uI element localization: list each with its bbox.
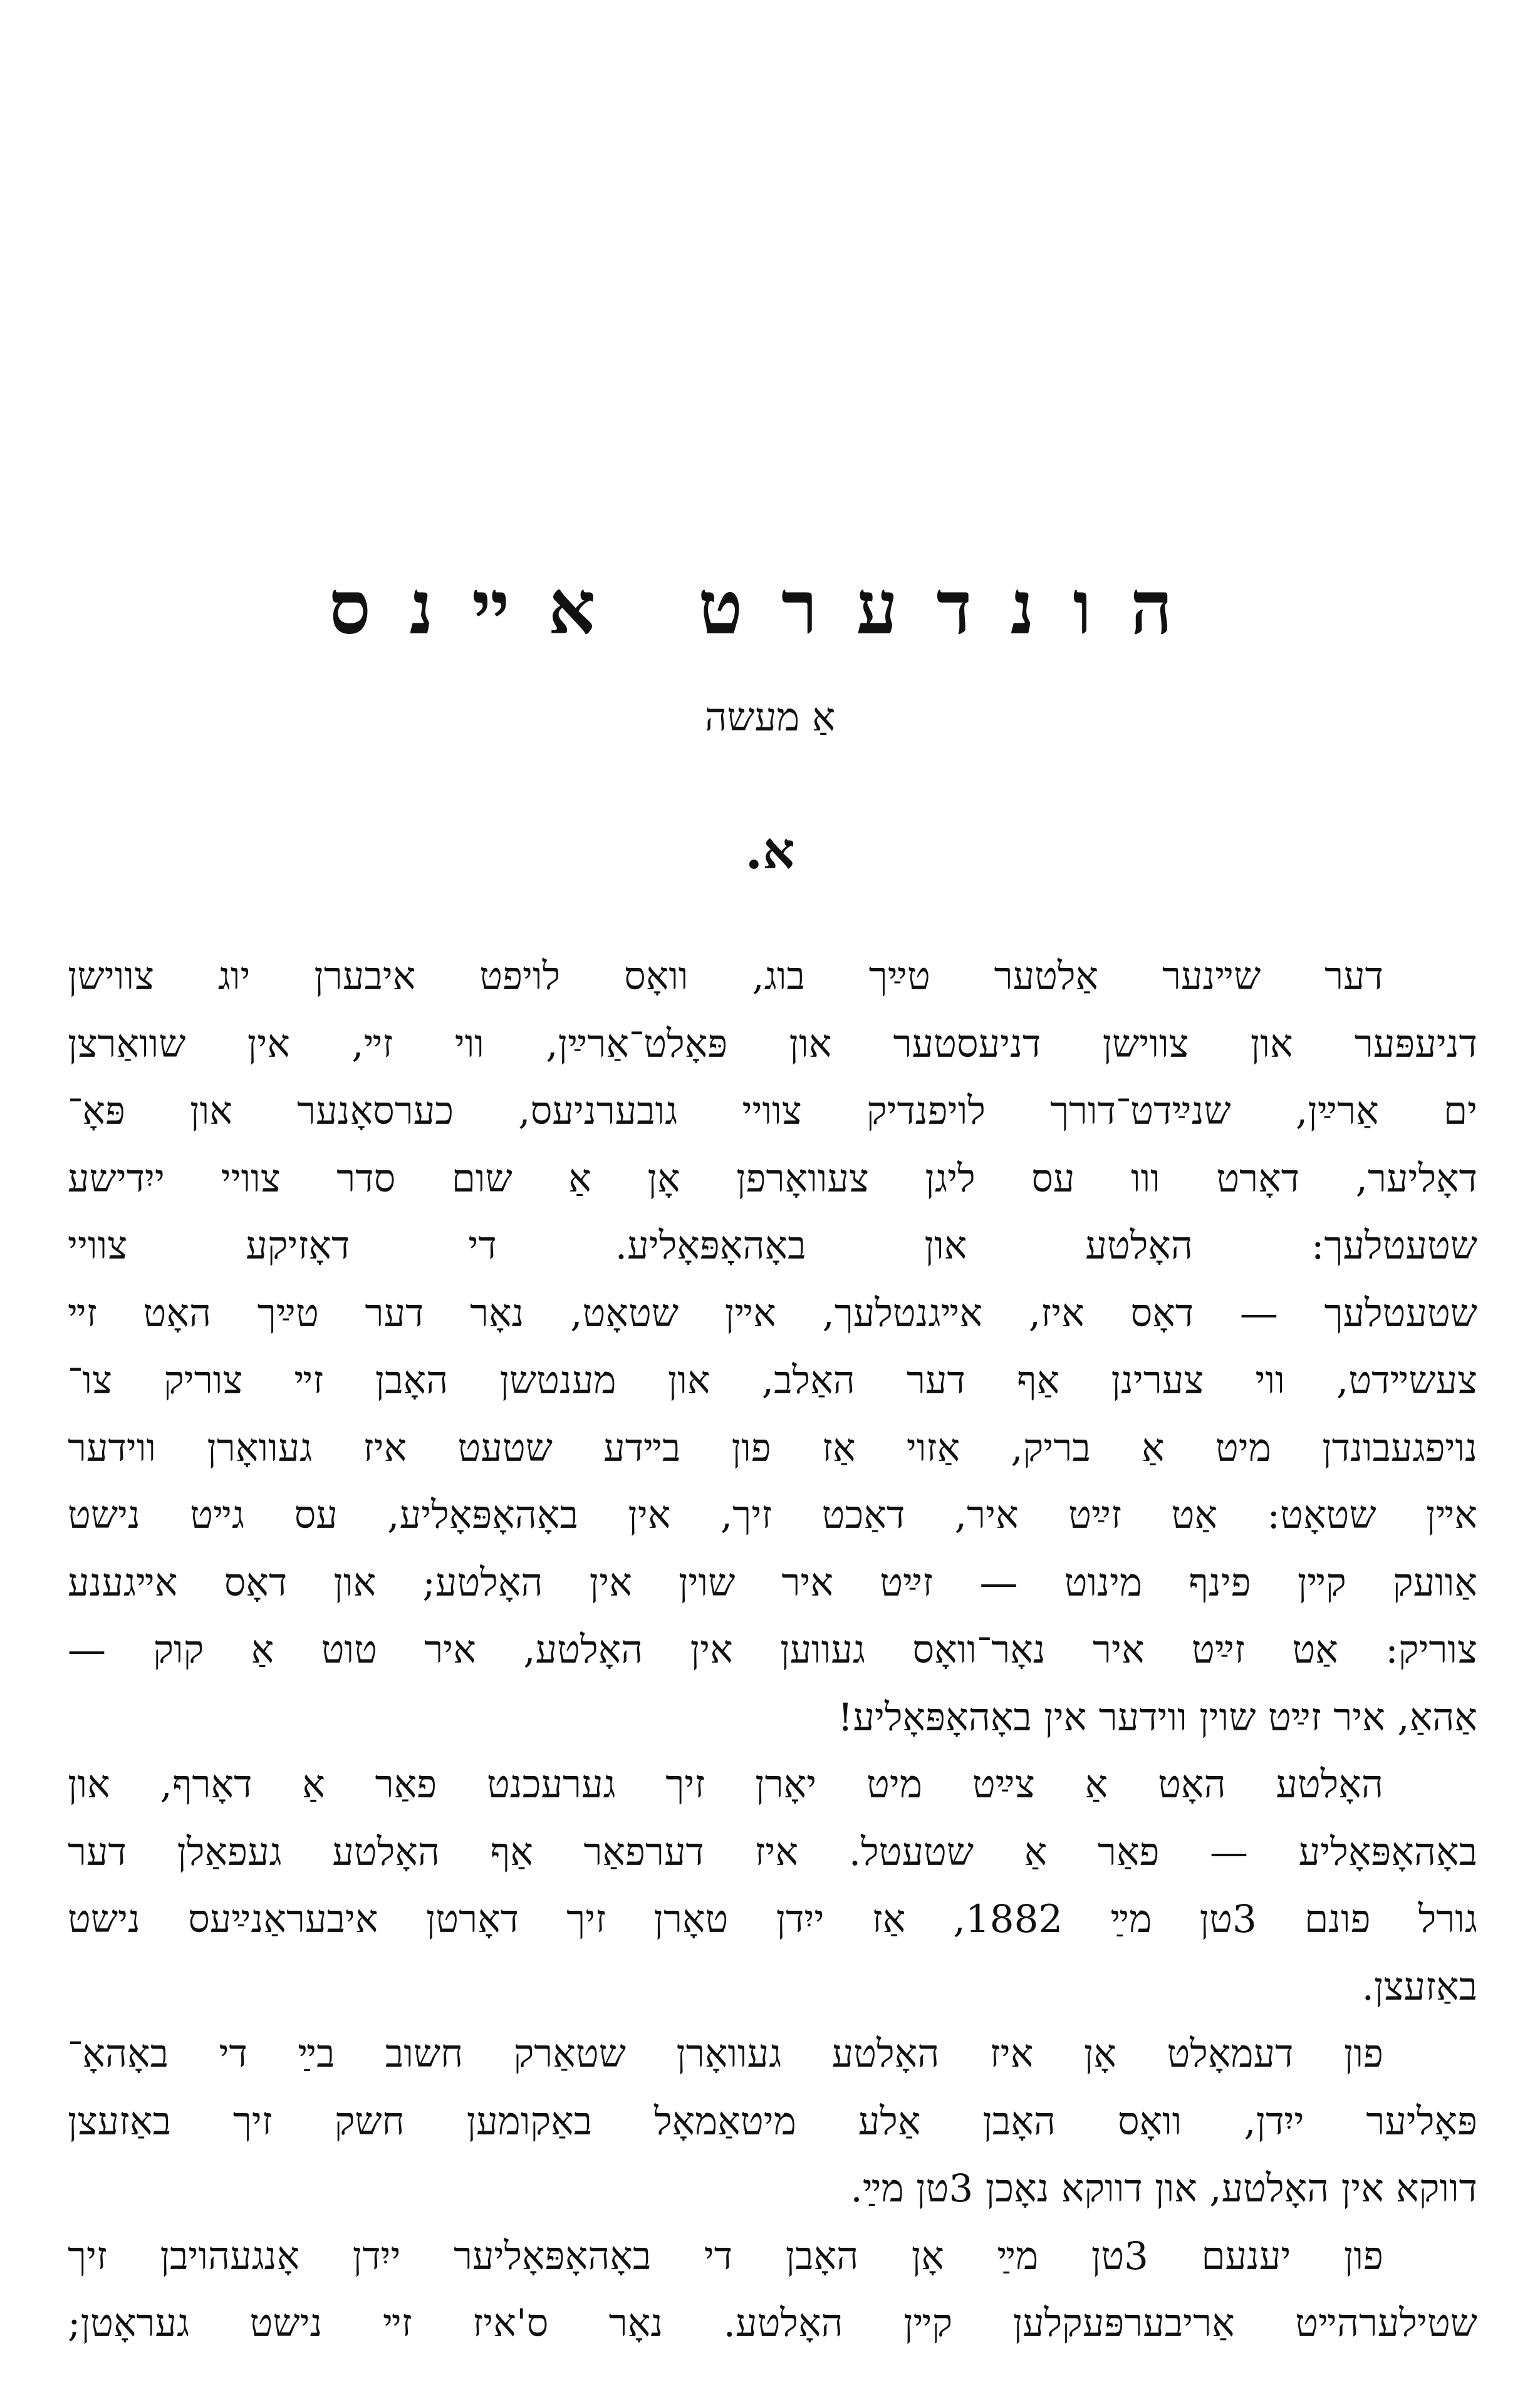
text-line: דווקא אין האָלטע, און דווקא נאָכן 3טן מײַ. [850,2166,1477,2211]
text-line: פּאָליער ייִדן, וואָס האָבן אַלע מיטאַמאָל באַקומען חשק זיך באַזעצן [68,2099,1477,2144]
text-line: באַזעצן. [1361,1964,1477,2009]
paragraph-4 [68,2223,1477,2357]
story-title: הונדערט אײנס [328,564,1212,651]
text-line: נויפגעבונדן מיט אַ בריק, אַזוי אַז פון בײדע שטעט איז געוואָרן ווידער [68,1425,1477,1470]
text-line: האָלטע האָט אַ צײַט מיט יאָרן זיך גערעכנט פאַר אַ דאָרף, און [68,1762,1383,1807]
story-subtitle: אַ מעשה [704,694,836,740]
text-line: דער שײנער אַלטער טײַך בוג, וואָס לויפט איבערן יוג צווישן [68,954,1383,999]
story-body [68,943,1477,2357]
text-line: שטילערהײט אַריבערפּעקלען קײן האָלטע. נאָר ס'איז זײ נישט געראָטן; [68,2301,1477,2346]
text-line: אַוועק קײן פינף מינוט — זײַט איר שוין אין האָלטע; און דאָס אײגענע [68,1560,1477,1605]
text-line: שטעטלעך: האָלטע און באָהאָפּאָליע. די דאָזיקע צוויי [68,1224,1477,1268]
paragraph-3 [68,2020,1477,2223]
text-line: צוריק: אַט זײַט איר נאָר־וואָס געווען אין האָלטע, איר טוט אַ קוק — [68,1628,1477,1672]
text-line: צעשײדט, ווי צערינן אַף דער האַלב, און מענטשן האָבן זײ צוריק צו־ [68,1358,1477,1403]
text-line: דאָליער, דאָרט ווו עס ליגן צעוואָרפן אָן אַ שום סדר צוויי ייִדישע [68,1156,1477,1201]
text-line: שטעטלעך — דאָס איז, אײגנטלעך, אײן שטאָט, נאָר דער טײַך האָט זײ [68,1291,1477,1336]
text-line: פון דעמאָלט אָן איז האָלטע געוואָרן שטאַרק חשוב בײַ די באָהאָ־ [68,2032,1383,2076]
paragraph-2 [68,1751,1477,2020]
text-line: דניעפּער און צווישן דניעסטער און פּאָלט־אַרײַן, ווי זײ, אין שוואַרצן [68,1021,1477,1066]
text-line: אײן שטאָט: אַט זײַט איר, דאַכט זיך, אין באָהאָפּאָליע, עס גײט נישט [68,1493,1477,1537]
text-line: פון יענעם 3טן מײַ אָן האָבן די באָהאָפּאָליער ייִדן אָנגעהויבן זיך [68,2233,1383,2278]
text-line: אַהאַ, איר זײַט שוין ווידער אין באָהאָפּאָליע! [837,1695,1477,1740]
text-line: ים אַרײַן, שנײַדט־דורך לויפנדיק צוויי גובערניעס, כערסאָנער און פּאָ־ [68,1089,1477,1133]
text-line: גורל פונם 3טן מײַ 1882, אַז ייִדן טאָרן זיך דאָרטן איבעראַנײַעס נישט [68,1897,1477,1941]
paragraph-1 [68,943,1477,1751]
text-line: באָהאָפּאָליע — פאַר אַ שטעטל. איז דערפאַר אַף האָלטע געפאַלן דער [68,1829,1477,1874]
chapter-number: א. [745,821,795,880]
